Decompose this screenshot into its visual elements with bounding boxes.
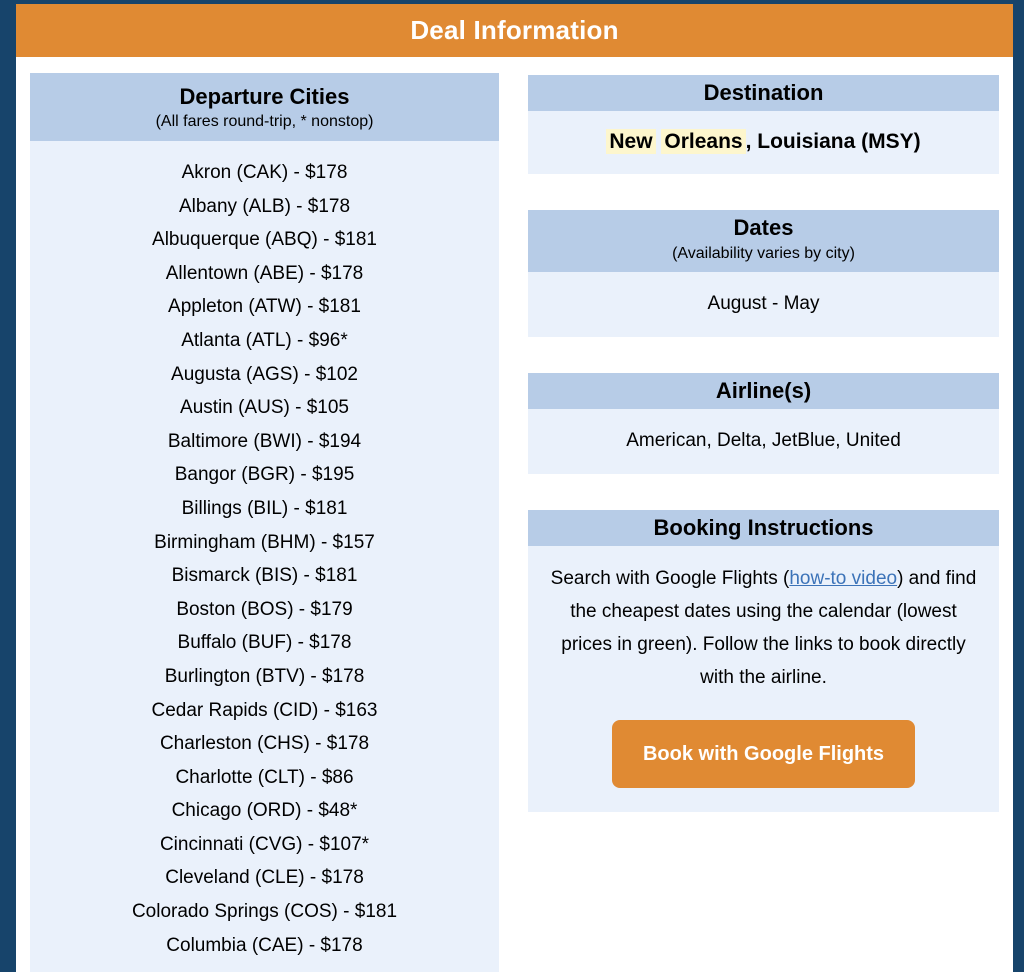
city-fare-item: Cincinnati (CVG) - $107*	[159, 833, 370, 855]
city-fare-item: Augusta (AGS) - $102	[171, 363, 358, 385]
content-columns	[16, 57, 1013, 972]
city-fare-item: Bismarck (BIS) - $181	[171, 565, 358, 587]
dates-section	[528, 210, 999, 337]
city-fare-item: Albany (ALB) - $178	[178, 195, 351, 217]
book-with-google-flights-button[interactable]: Book with Google Flights	[612, 720, 915, 788]
destination-highlight: Orleans	[661, 129, 745, 154]
airlines-section	[528, 373, 999, 474]
destination-rest: , Louisiana (MSY)	[745, 130, 921, 153]
city-fare-item: Chicago (ORD) - $48*	[171, 800, 358, 822]
deal-information-banner	[16, 4, 1013, 57]
dates-title: Dates	[733, 215, 794, 240]
city-fare-item: Billings (BIL) - $181	[181, 497, 348, 519]
destination-value	[528, 111, 999, 174]
page-title: Deal Information	[410, 15, 619, 45]
city-fare-item: Charlotte (CLT) - $86	[175, 766, 354, 788]
city-fare-item: Allentown (ABE) - $178	[165, 262, 364, 284]
destination-section	[528, 75, 999, 174]
booking-instructions-title: Booking Instructions	[653, 515, 874, 540]
deal-details-column	[528, 73, 999, 972]
dates-value: August - May	[528, 272, 999, 337]
departure-cities-panel	[30, 73, 499, 972]
city-fare-item: Charleston (CHS) - $178	[159, 733, 370, 755]
city-fare-item: Burlington (BTV) - $178	[164, 665, 365, 687]
airlines-header	[528, 373, 999, 409]
city-fare-item: Albuquerque (ABQ) - $181	[152, 229, 377, 251]
city-fare-item: Baltimore (BWI) - $194	[167, 430, 362, 452]
city-fare-item: Columbia (CAE) - $178	[166, 934, 363, 956]
departure-cities-title: Departure Cities	[179, 84, 350, 109]
booking-instructions-text	[544, 562, 983, 694]
destination-highlight: New	[606, 129, 655, 154]
dates-header	[528, 210, 999, 272]
how-to-video-link[interactable]: how-to video	[789, 568, 898, 589]
departure-cities-header	[30, 73, 499, 141]
booking-text-before-link: Search with Google Flights (	[550, 568, 790, 589]
booking-instructions-section	[528, 510, 999, 812]
city-fare-item: Bangor (BGR) - $195	[174, 464, 355, 486]
city-fare-item: Colorado Springs (COS) - $181	[131, 901, 398, 923]
city-fare-item: Atlanta (ATL) - $96*	[181, 329, 348, 351]
deal-card	[16, 4, 1013, 972]
dates-subtitle: (Availability varies by city)	[672, 245, 855, 262]
city-fare-item: Birmingham (BHM) - $157	[154, 531, 375, 553]
airlines-title: Airline(s)	[715, 378, 812, 403]
city-fare-item: Boston (BOS) - $179	[176, 598, 353, 620]
destination-header	[528, 75, 999, 111]
booking-instructions-header	[528, 510, 999, 546]
booking-text-after-link: ) and find the cheapest dates using the calendar (lowest prices in green). Follow the links to book directly with the airline.	[561, 568, 977, 688]
departure-cities-subtitle: (All fares round-trip, * nonstop)	[155, 113, 374, 130]
airlines-value: American, Delta, JetBlue, United	[528, 409, 999, 474]
city-fare-item: Austin (AUS) - $105	[180, 397, 349, 419]
city-fare-item: Appleton (ATW) - $181	[168, 296, 361, 318]
city-fare-item: Cleveland (CLE) - $178	[165, 867, 364, 889]
departure-city-list	[30, 141, 499, 972]
booking-instructions-body	[528, 546, 999, 812]
destination-title: Destination	[703, 80, 824, 105]
city-fare-item: Akron (CAK) - $178	[181, 162, 348, 183]
city-fare-item: Buffalo (BUF) - $178	[177, 632, 352, 654]
city-fare-item: Cedar Rapids (CID) - $163	[151, 699, 378, 721]
